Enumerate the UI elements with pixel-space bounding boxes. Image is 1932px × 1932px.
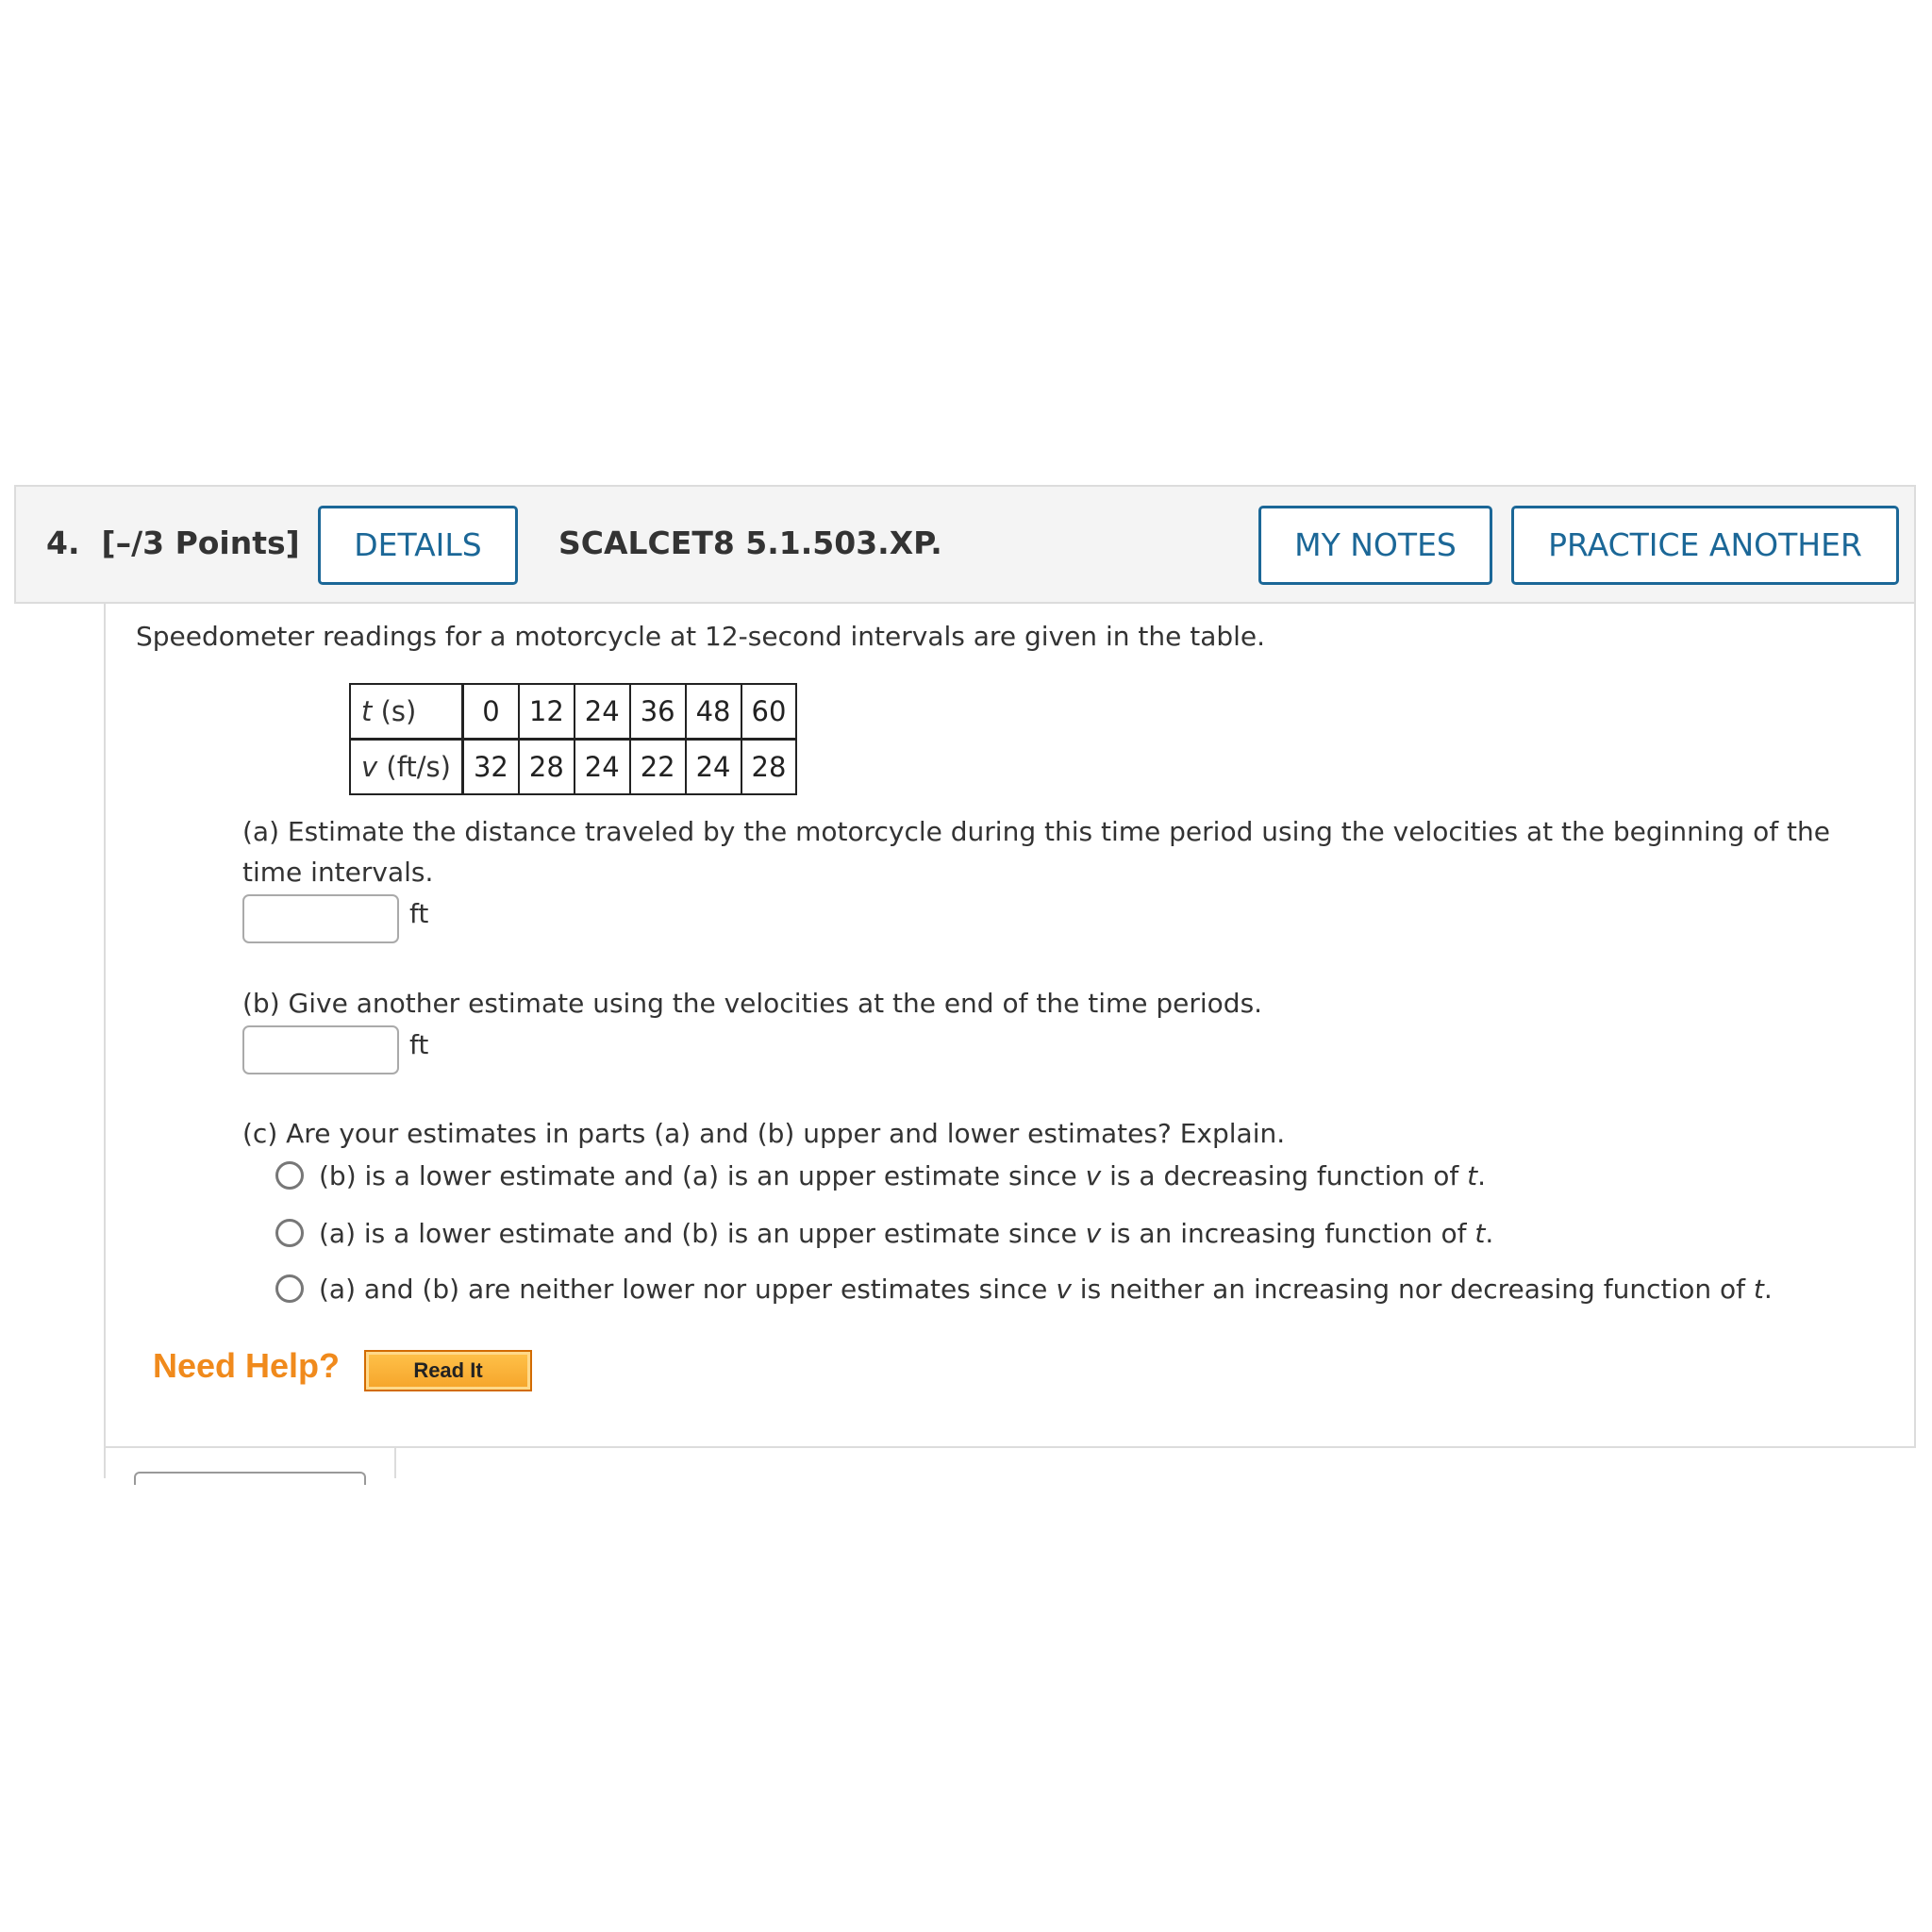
radio-button[interactable]: [275, 1274, 304, 1303]
my-notes-button[interactable]: MY NOTES: [1258, 506, 1492, 585]
table-cell: 24: [686, 740, 741, 795]
radio-button[interactable]: [275, 1161, 304, 1190]
speedometer-table: [349, 683, 797, 795]
table-cell: 24: [575, 740, 630, 795]
assignment-code: SCALCET8 5.1.503.XP.: [558, 525, 942, 561]
option-label: (b) is a lower estimate and (a) is an upper estimate since v is a decreasing function of t.: [319, 1159, 1486, 1191]
part-c-option-1[interactable]: [275, 1155, 1486, 1196]
part-c-option-2[interactable]: [275, 1212, 1493, 1254]
table-cell: 28: [741, 740, 797, 795]
option-label: (a) is a lower estimate and (b) is an upper estimate since v is an increasing function of t.: [319, 1217, 1494, 1249]
radio-button[interactable]: [275, 1219, 304, 1247]
read-it-button[interactable]: Read It: [364, 1350, 532, 1391]
variable-t: t: [361, 695, 373, 727]
part-c-option-3[interactable]: [275, 1268, 1773, 1309]
option-label: (a) and (b) are neither lower nor upper estimates since v is neither an increasing nor decreasing function of t.: [319, 1273, 1773, 1305]
details-button[interactable]: DETAILS: [318, 506, 518, 585]
footer-stub: [104, 1448, 396, 1478]
table-cell: 28: [519, 740, 575, 795]
table-cell: 32: [462, 740, 518, 795]
table-cell: 24: [575, 684, 630, 740]
table-cell: 48: [686, 684, 741, 740]
question-body: [104, 604, 1916, 1448]
need-help-label: Need Help?: [153, 1346, 341, 1385]
points-label: [–/3 Points]: [101, 525, 300, 561]
table-cell: 22: [630, 740, 686, 795]
part-b-answer-input[interactable]: [242, 1025, 399, 1074]
part-b-unit: ft: [409, 1029, 429, 1060]
table-cell: 60: [741, 684, 797, 740]
unit-seconds: (s): [372, 695, 417, 727]
part-c-prompt: (c) Are your estimates in parts (a) and (b) upper and lower estimates? Explain.: [242, 1118, 1286, 1149]
table-row-time: [350, 684, 796, 740]
table-cell: 36: [630, 684, 686, 740]
table-row-label: [350, 740, 462, 795]
question-intro: Speedometer readings for a motorcycle at 12-second intervals are given in the table.: [136, 621, 1266, 652]
question-number-points: [46, 525, 300, 561]
part-b-prompt: (b) Give another estimate using the velocities at the end of the time periods.: [242, 988, 1263, 1019]
part-a-unit: ft: [409, 898, 429, 929]
table-row-velocity: [350, 740, 796, 795]
question-header: [14, 485, 1916, 604]
unit-ft-per-s: (ft/s): [377, 751, 451, 783]
table-cell: 12: [519, 684, 575, 740]
table-row-label: [350, 684, 462, 740]
part-a-prompt: (a) Estimate the distance traveled by the motorcycle during this time period using the velocities at the beginning of the time intervals.: [242, 816, 1830, 888]
variable-v: v: [361, 751, 378, 783]
question-number: 4.: [46, 525, 80, 561]
table-cell: 0: [462, 684, 518, 740]
part-a-answer-input[interactable]: [242, 894, 399, 943]
footer-tab: [134, 1472, 366, 1485]
practice-another-button[interactable]: PRACTICE ANOTHER: [1511, 506, 1899, 585]
